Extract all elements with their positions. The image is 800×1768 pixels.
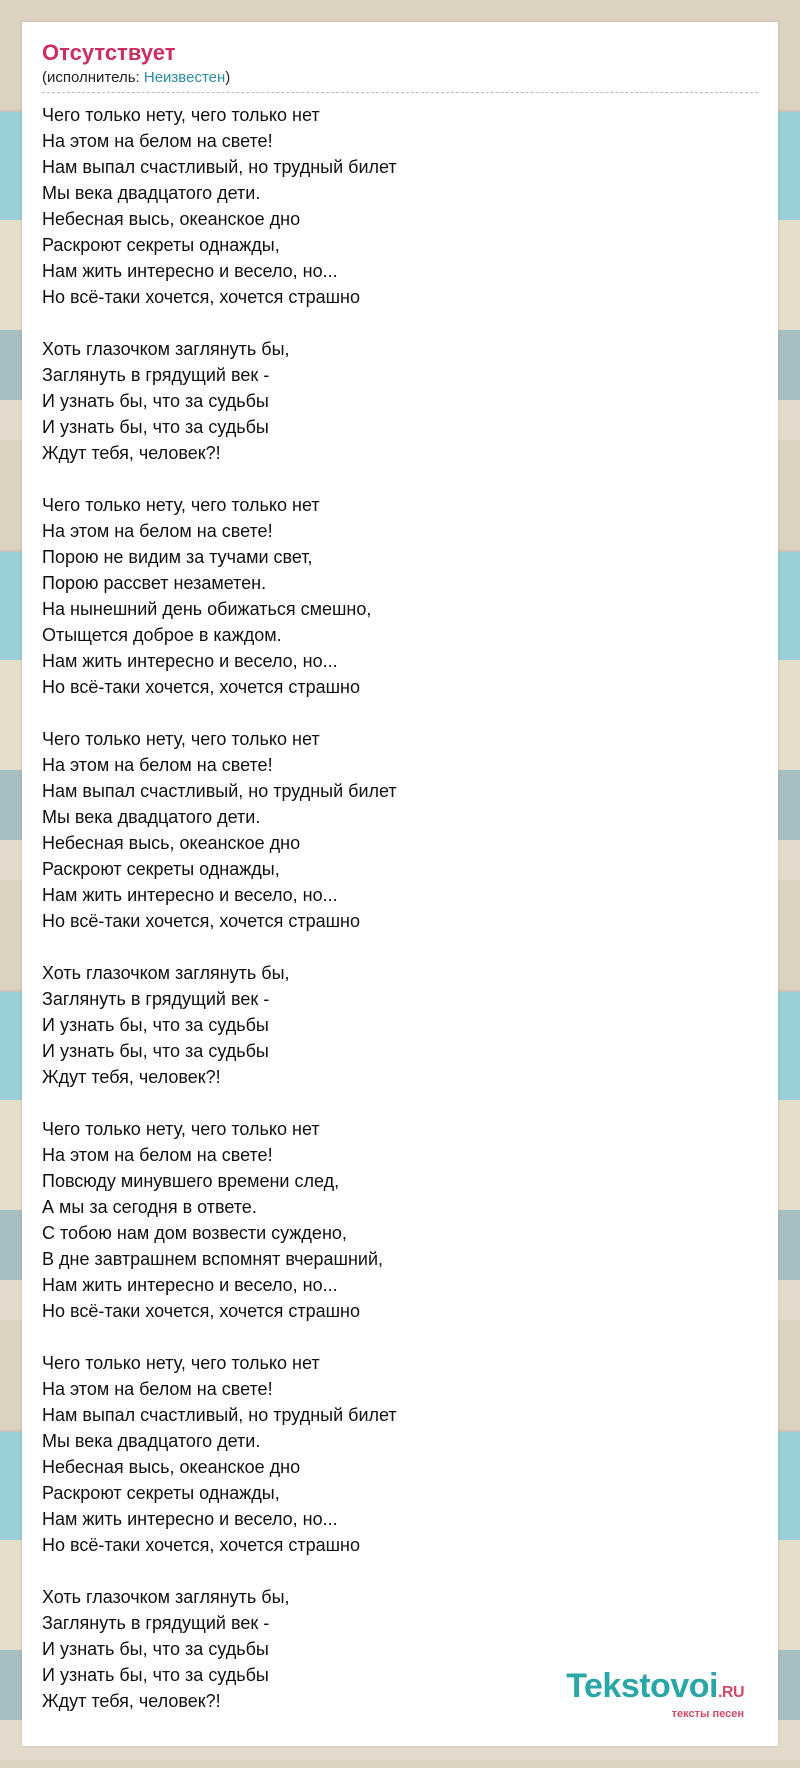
lyric-line: Мы века двадцатого дети.	[42, 1431, 261, 1451]
lyric-line: Но всё-таки хочется, хочется страшно	[42, 1535, 361, 1555]
lyric-line: Заглянуть в грядущий век -	[42, 1613, 270, 1633]
lyric-line: Небесная высь, океанское дно	[42, 833, 301, 853]
lyric-line: И узнать бы, что за судьбы	[42, 1639, 269, 1659]
site-logo[interactable]	[566, 1669, 744, 1720]
lyric-line: Нам выпал счастливый, но трудный билет	[42, 157, 397, 177]
lyric-line: И узнать бы, что за судьбы	[42, 391, 269, 411]
stanza	[42, 726, 758, 934]
stanza	[42, 336, 758, 466]
lyric-line: Чего только нету, чего только нет	[42, 1353, 320, 1373]
lyric-line: Порою рассвет незаметен.	[42, 573, 267, 593]
lyric-line: Чего только нету, чего только нет	[42, 729, 320, 749]
logo-main-text: Tekstovoi	[566, 1667, 718, 1705]
lyric-line: Порою не видим за тучами свет,	[42, 547, 313, 567]
lyric-line: Нам выпал счастливый, но трудный билет	[42, 1405, 397, 1425]
lyric-line: Хоть глазочком заглянуть бы,	[42, 1587, 290, 1607]
lyric-line: Нам жить интересно и весело, но...	[42, 1509, 338, 1529]
lyric-line: В дне завтрашнем вспомнят вчерашний,	[42, 1249, 384, 1269]
lyric-line: И узнать бы, что за судьбы	[42, 1015, 269, 1035]
stanza-gap	[42, 1324, 758, 1350]
lyric-line: Небесная высь, океанское дно	[42, 1457, 301, 1477]
lyric-line: Чего только нету, чего только нет	[42, 105, 320, 125]
lyric-line: А мы за сегодня в ответе.	[42, 1197, 257, 1217]
lyric-line: Но всё-таки хочется, хочется страшно	[42, 1301, 361, 1321]
lyric-line: И узнать бы, что за судьбы	[42, 1665, 269, 1685]
lyric-line: На этом на белом на свете!	[42, 755, 273, 775]
stanza-gap	[42, 310, 758, 336]
lyric-line: С тобою нам дом возвести суждено,	[42, 1223, 347, 1243]
lyric-line: Мы века двадцатого дети.	[42, 183, 261, 203]
lyrics-card	[22, 22, 778, 1746]
lyric-line: Нам жить интересно и весело, но...	[42, 1275, 338, 1295]
artist-line	[42, 69, 758, 93]
lyric-line: И узнать бы, что за судьбы	[42, 417, 269, 437]
artist-suffix: )	[225, 69, 231, 86]
stanza-gap	[42, 1558, 758, 1584]
lyric-line: Отыщется доброе в каждом.	[42, 625, 282, 645]
lyric-line: На этом на белом на свете!	[42, 131, 273, 151]
stanza-gap	[42, 700, 758, 726]
lyric-line: Раскроют секреты однажды,	[42, 859, 280, 879]
lyric-line: Заглянуть в грядущий век -	[42, 365, 270, 385]
lyric-line: Но всё-таки хочется, хочется страшно	[42, 287, 361, 307]
artist-prefix: (исполнитель:	[42, 69, 144, 86]
artist-link[interactable]: Неизвестен	[143, 69, 226, 86]
lyric-line: Повсюду минувшего времени след,	[42, 1171, 340, 1191]
lyric-line: Раскроют секреты однажды,	[42, 1483, 280, 1503]
lyric-line: И узнать бы, что за судьбы	[42, 1041, 269, 1061]
lyric-line: На этом на белом на свете!	[42, 521, 273, 541]
lyric-line: На нынешний день обижаться смешно,	[42, 599, 372, 619]
lyric-line: Мы века двадцатого дети.	[42, 807, 261, 827]
lyric-line: Хоть глазочком заглянуть бы,	[42, 963, 290, 983]
lyric-line: Нам жить интересно и весело, но...	[42, 261, 338, 281]
lyric-line: На этом на белом на свете!	[42, 1379, 273, 1399]
lyric-line: Ждут тебя, человек?!	[42, 1691, 221, 1711]
lyric-line: Ждут тебя, человек?!	[42, 1067, 221, 1087]
stanza-gap	[42, 1090, 758, 1116]
lyric-line: Чего только нету, чего только нет	[42, 1119, 320, 1139]
stanza	[42, 1116, 758, 1324]
logo-tld: .RU	[717, 1684, 744, 1701]
lyric-line: Но всё-таки хочется, хочется страшно	[42, 677, 361, 697]
lyric-line: Нам жить интересно и весело, но...	[42, 885, 338, 905]
stanza	[42, 492, 758, 700]
lyric-line: Раскроют секреты однажды,	[42, 235, 280, 255]
lyric-line: На этом на белом на свете!	[42, 1145, 273, 1165]
lyric-line: Нам жить интересно и весело, но...	[42, 651, 338, 671]
stanza-gap	[42, 466, 758, 492]
logo-tagline: тексты песен	[671, 1708, 744, 1720]
lyric-line: Но всё-таки хочется, хочется страшно	[42, 911, 361, 931]
lyric-line: Ждут тебя, человек?!	[42, 443, 221, 463]
lyric-line: Хоть глазочком заглянуть бы,	[42, 339, 290, 359]
lyric-line: Чего только нету, чего только нет	[42, 495, 320, 515]
lyric-line: Нам выпал счастливый, но трудный билет	[42, 781, 397, 801]
logo-wordmark	[566, 1669, 744, 1710]
stanza	[42, 1350, 758, 1558]
lyrics-body	[42, 102, 758, 1714]
stanza-gap	[42, 934, 758, 960]
stanza	[42, 960, 758, 1090]
lyric-line: Заглянуть в грядущий век -	[42, 989, 270, 1009]
song-title: Отсутствует	[42, 40, 176, 65]
lyric-line: Небесная высь, океанское дно	[42, 209, 301, 229]
stanza	[42, 102, 758, 310]
